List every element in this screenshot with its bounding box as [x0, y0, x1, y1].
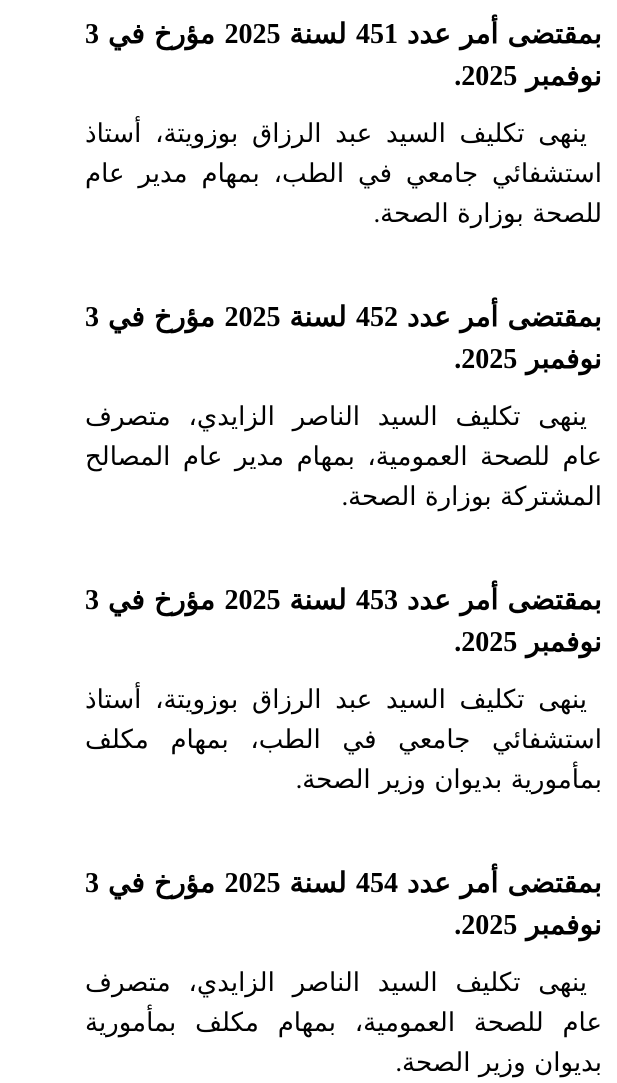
decree-body-454: ينهى تكليف السيد الناصر الزايدي، متصرف عام للصحة العمومية، بمهام مكلف بمأمورية بديوان وزير الصحة.: [85, 968, 602, 1077]
decree-heading-452: بمقتضى أمر عدد 452 لسنة 2025 مؤرخ في 3 نوفمبر 2025.: [85, 302, 603, 375]
decree-heading-453: بمقتضى أمر عدد 453 لسنة 2025 مؤرخ في 3 نوفمبر 2025.: [85, 585, 603, 658]
decree-section-454: [85, 863, 602, 1083]
decree-section-453: [85, 580, 602, 800]
decree-heading-451: بمقتضى أمر عدد 451 لسنة 2025 مؤرخ في 3 نوفمبر 2025.: [85, 19, 603, 92]
decree-body-452: ينهى تكليف السيد الناصر الزايدي، متصرف عام للصحة العمومية، بمهام مدير عام المصالح المشتركة بوزارة الصحة.: [85, 402, 602, 511]
decree-body-453: ينهى تكليف السيد عبد الرزاق بوزويتة، أستاذ استشفائي جامعي في الطب، بمهام مكلف بمأمورية بديوان وزير الصحة.: [85, 685, 602, 794]
decree-body-451: ينهى تكليف السيد عبد الرزاق بوزويتة، أستاذ استشفائي جامعي في الطب، بمهام مدير عام للصحة بوزارة الصحة.: [85, 119, 602, 228]
decree-section-452: [85, 297, 602, 517]
decree-section-451: [85, 14, 602, 234]
decree-heading-454: بمقتضى أمر عدد 454 لسنة 2025 مؤرخ في 3 نوفمبر 2025.: [85, 868, 603, 941]
